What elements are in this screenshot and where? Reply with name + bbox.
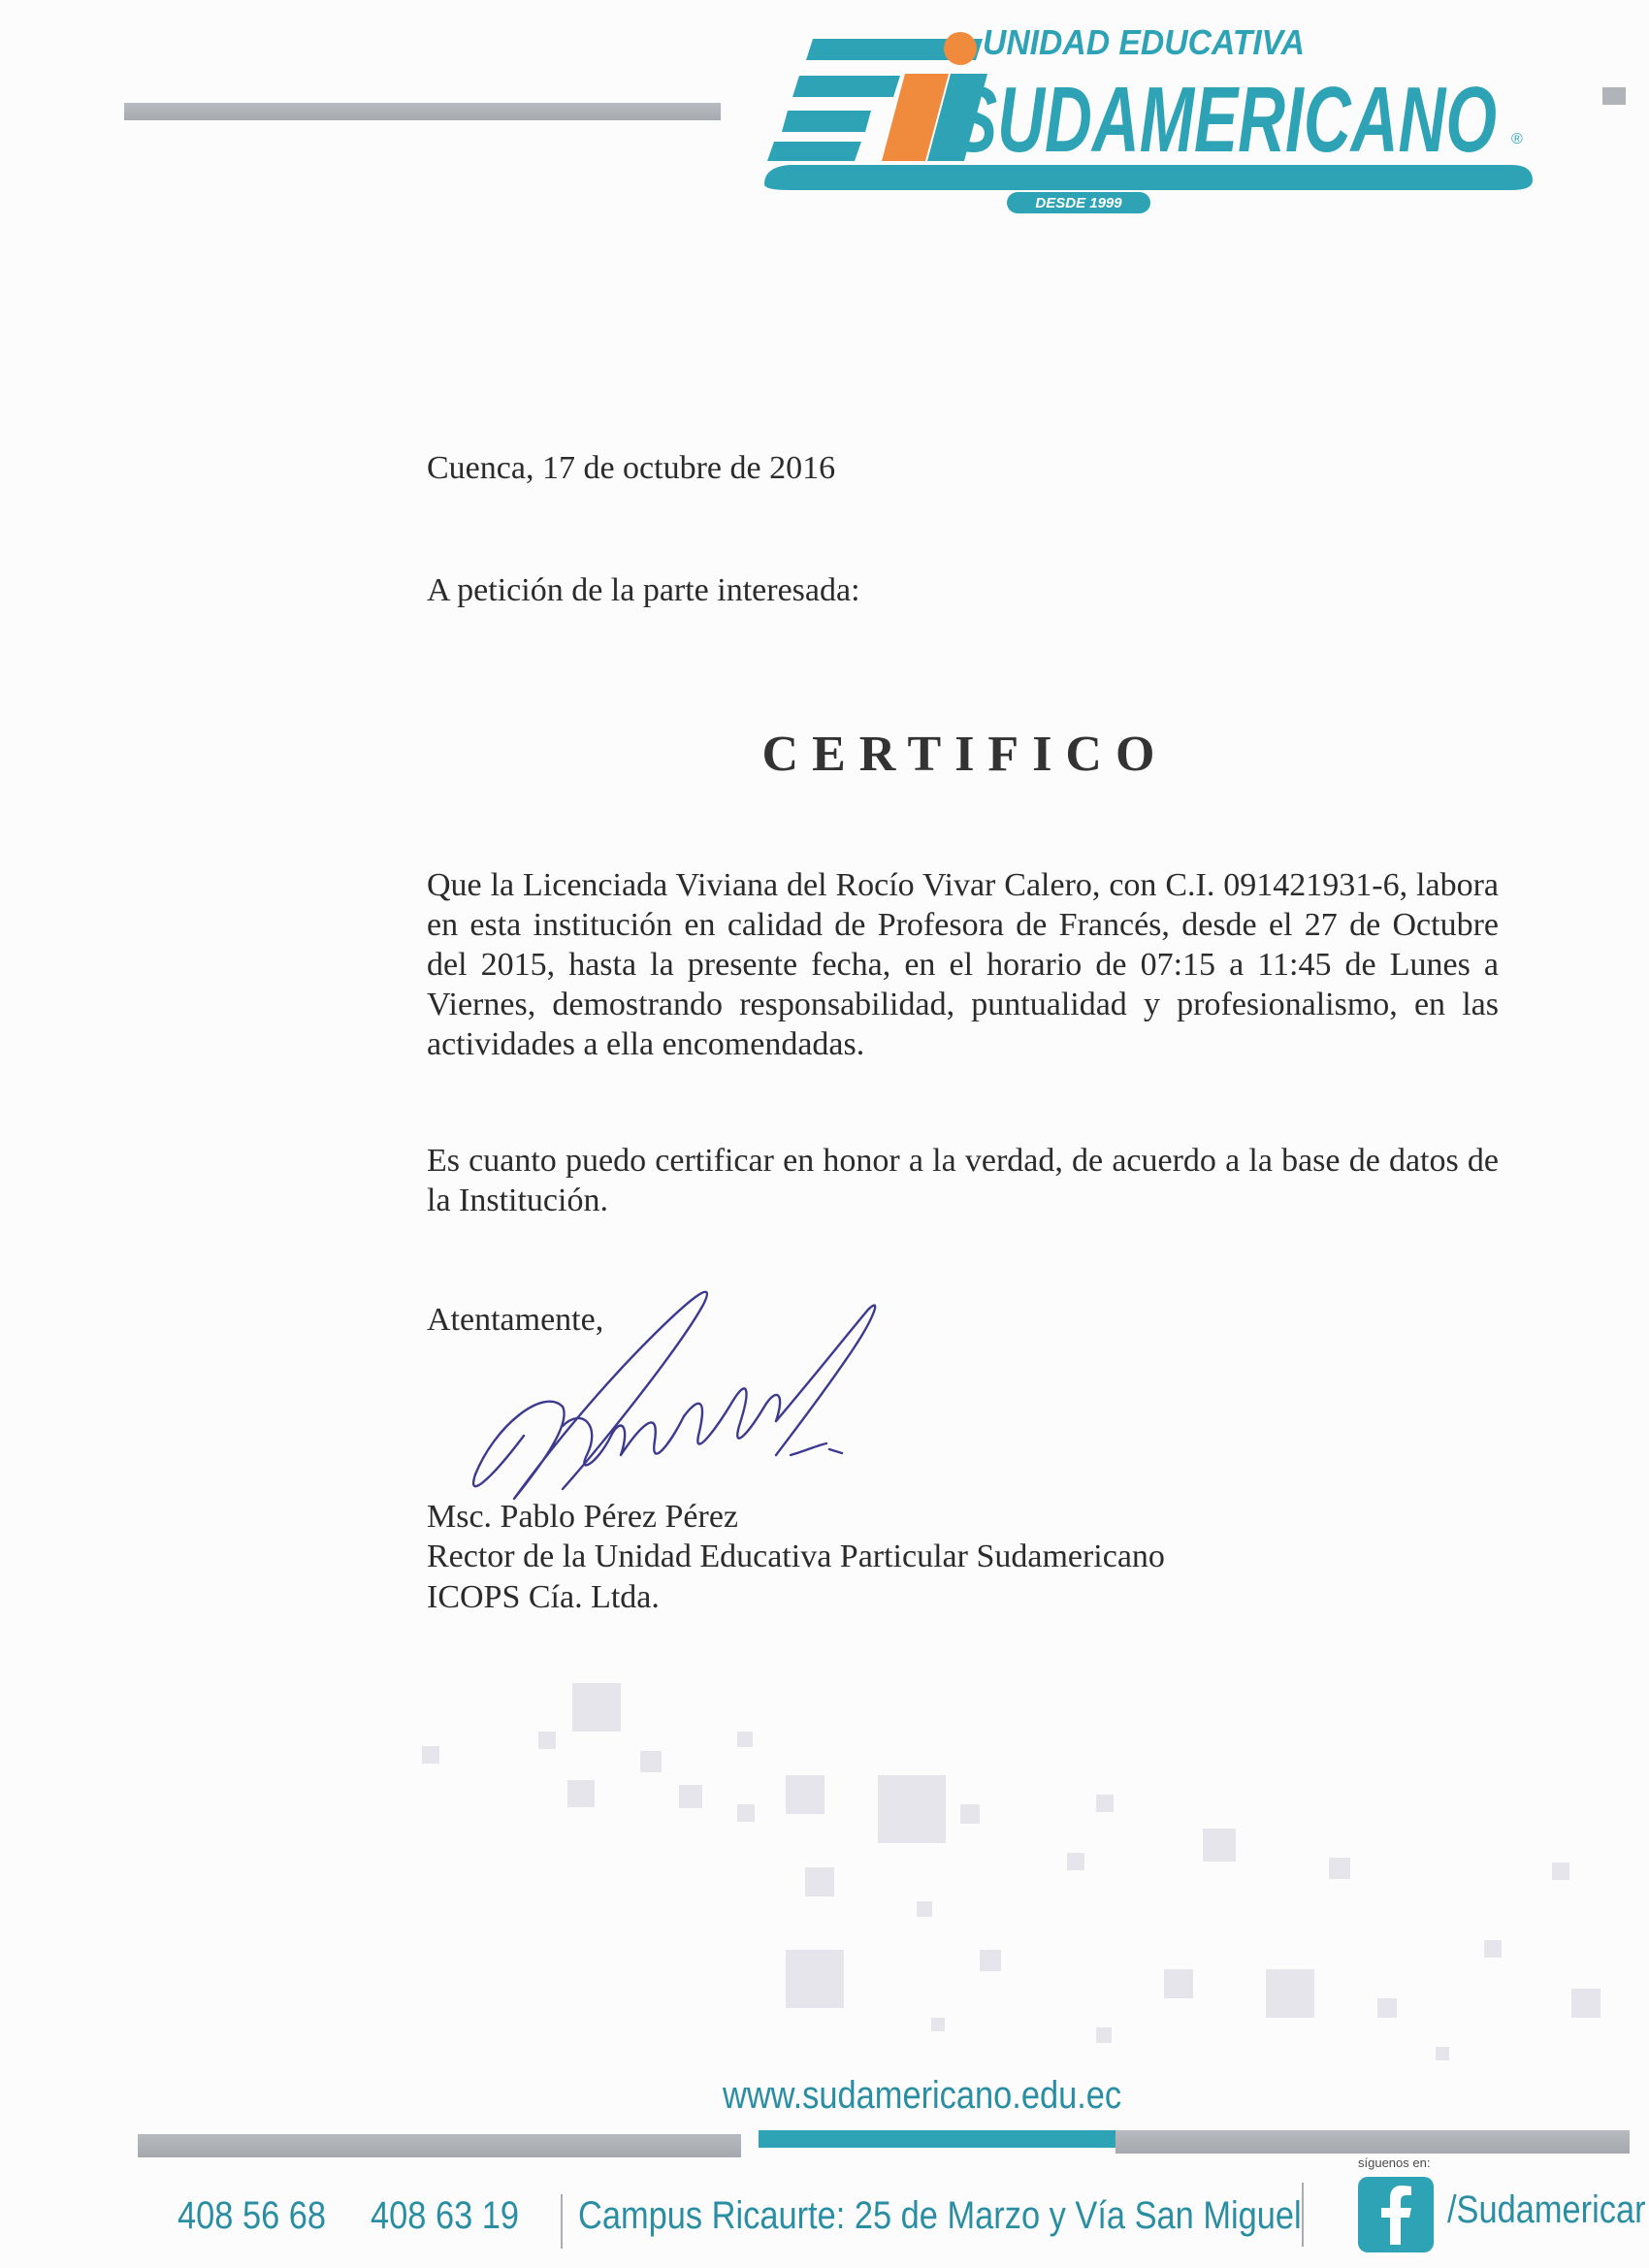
footer-bar-right [1116, 2130, 1630, 2154]
signer-name: Msc. Pablo Pérez Pérez [427, 1499, 739, 1535]
facebook-handle[interactable]: /Sudamericar [1447, 2188, 1646, 2231]
follow-label: síguenos en: [1358, 2155, 1431, 2170]
footer-divider-2 [1302, 2183, 1304, 2247]
phone-number-2: 408 63 19 [371, 2194, 520, 2237]
letter-date: Cuenca, 17 de octubre de 2016 [427, 450, 836, 486]
signer-company: ICOPS Cía. Ltda. [427, 1579, 660, 1615]
letter-closing: Atentamente, [427, 1302, 604, 1338]
letter-petition: A petición de la parte interesada: [427, 572, 860, 608]
signer-role: Rector de la Unidad Educativa Particular Sudamericano [427, 1539, 1165, 1574]
letter-paragraph-1: Que la Licenciada Viviana del Rocío Vivar Calero, con C.I. 091421931-6, labora en esta institución en calidad de Profesora de Francés, desde el 27 de Octubre del 2015, hasta la presente fecha, en el horario de 07:15 a 11:45 de Lunes a Viernes, demostrando responsabilidad, puntualidad y profesionalismo, en las actividades a ella encomendadas. [427, 867, 1499, 1062]
phone-number-1: 408 56 68 [178, 2194, 327, 2237]
website-link[interactable]: www.sudamericano.edu.ec [723, 2074, 1122, 2117]
facebook-icon[interactable] [1358, 2177, 1434, 2252]
footer-divider-1 [561, 2194, 563, 2249]
logo-since: DESDE 1999 [1035, 195, 1122, 211]
campus-address: Campus Ricaurte: 25 de Marzo y Vía San Miguel [578, 2194, 1302, 2237]
logo-line1: UNIDAD EDUCATIVA [983, 22, 1305, 62]
logo-registered: ® [1511, 131, 1523, 147]
header-bar-right [1602, 87, 1626, 105]
footer-bar-left [138, 2134, 741, 2157]
letter-title: CERTIFICO [761, 727, 1169, 782]
footer-bar-accent [759, 2130, 1116, 2148]
letter-paragraph-2: Es cuanto puedo certificar en honor a la verdad, de acuerdo a la base de datos de la Institución. [427, 1143, 1499, 1218]
school-logo [745, 19, 1540, 218]
header-bar-left [124, 103, 721, 120]
logo-line2: SUDAMERICANO [954, 68, 1497, 172]
handwritten-signature [456, 1280, 912, 1513]
